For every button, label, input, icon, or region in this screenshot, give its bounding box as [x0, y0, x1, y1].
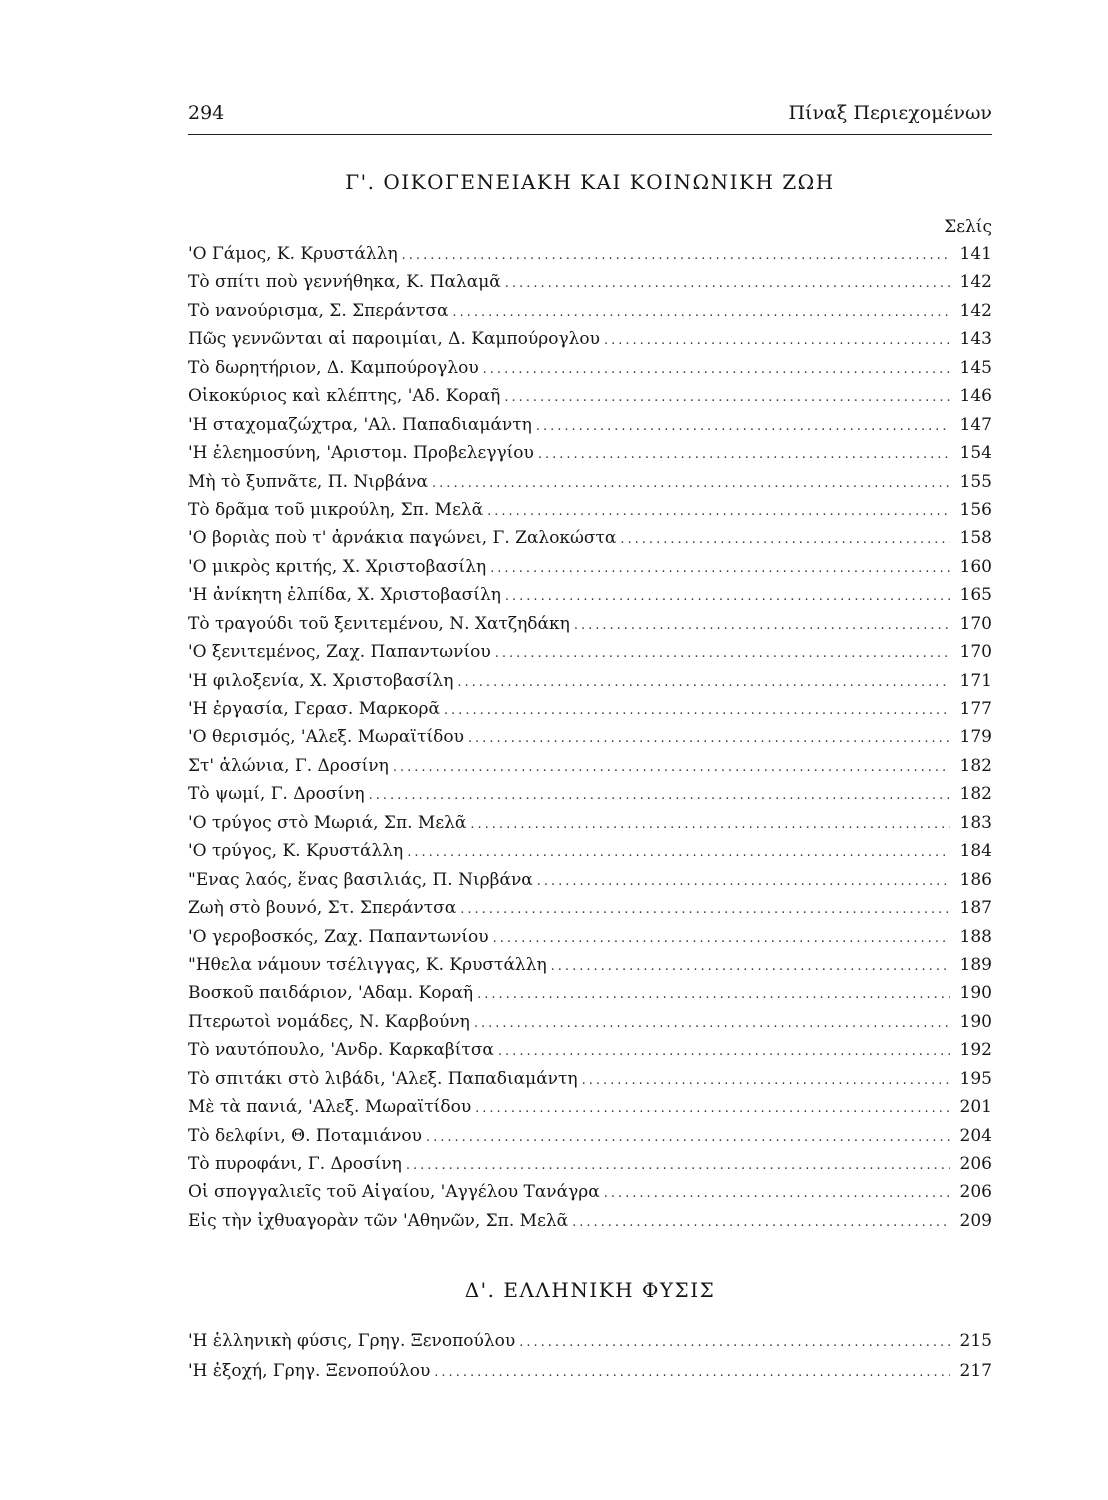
toc-entry	[188, 955, 992, 983]
toc-entry	[188, 557, 992, 585]
toc-entry-page: 201	[959, 1097, 992, 1118]
toc-entry-title: Τὸ δωρητήριον, Δ. Καμπούρογλου	[188, 357, 479, 378]
toc-entry	[188, 671, 992, 699]
toc-entry-title: Τὸ τραγούδι τοῦ ξενιτεμένου, Ν. Χατζηδάκη	[188, 613, 570, 634]
toc-entry-title: Βοσκοῦ παιδάριον, 'Αδαμ. Κοραῆ	[188, 983, 474, 1004]
leader-dots	[538, 447, 950, 462]
toc-entry-page: 188	[959, 926, 992, 947]
leader-dots	[498, 1044, 950, 1059]
page-number: 294	[188, 102, 225, 124]
toc-entry	[188, 358, 992, 386]
leader-dots	[426, 1130, 950, 1145]
toc-entry-page: 143	[959, 329, 992, 350]
toc-entry	[188, 1069, 992, 1097]
leader-dots	[369, 788, 950, 803]
toc-entry	[188, 472, 992, 500]
toc-entry	[188, 813, 992, 841]
toc-entry	[188, 443, 992, 471]
toc-entry-title: 'Ο θερισμός, 'Αλεξ. Μωραϊτίδου	[188, 727, 464, 748]
toc-entry-page: 206	[959, 1182, 992, 1203]
toc-entry-page: 186	[959, 869, 992, 890]
toc-entry-page: 146	[959, 386, 992, 407]
toc-entry-page: 189	[959, 954, 992, 975]
toc-entry	[188, 301, 992, 329]
toc-entry-page: 142	[959, 300, 992, 321]
toc-entry	[188, 614, 992, 642]
leader-dots	[475, 1101, 950, 1116]
toc-entry	[188, 1182, 992, 1210]
leader-dots	[483, 362, 950, 377]
leader-dots	[393, 760, 950, 775]
toc-entry	[188, 1211, 992, 1239]
leader-dots	[504, 390, 950, 405]
toc-entry-title: 'Η ἑλληνικὴ φύσις, Γρηγ. Ξενοπούλου	[188, 1331, 516, 1351]
toc-entry	[188, 528, 992, 556]
toc-entry-title: 'Ο μικρὸς κριτής, Χ. Χριστοβασίλη	[188, 556, 487, 577]
leader-dots	[505, 276, 950, 291]
running-title: Πίναξ Περιεχομένων	[788, 102, 992, 124]
leader-dots	[434, 1365, 950, 1380]
toc-entry-title: 'Η ἐργασία, Γερασ. Μαρκορᾶ	[188, 699, 440, 719]
leader-dots	[460, 902, 950, 917]
toc-entry-title: Τὸ νανούρισμα, Σ. Σπεράντσα	[188, 300, 449, 321]
toc-entry-title: Τὸ σπίτι ποὺ γεννήθηκα, Κ. Παλαμᾶ	[188, 272, 501, 293]
toc-entry	[188, 1361, 992, 1391]
toc-entry-title: 'Η ἐλεημοσύνη, 'Αριστομ. Προβελεγγίου	[188, 443, 534, 464]
toc-entry	[188, 727, 992, 755]
toc-entry-page: 156	[959, 499, 992, 520]
toc-entry-page: 192	[959, 1040, 992, 1061]
toc-entry	[188, 329, 992, 357]
toc-entry-title: Εἰς τὴν ἰχθυαγορὰν τῶν 'Αθηνῶν, Σπ. Μελᾶ	[188, 1210, 569, 1231]
toc-entry-title: 'Ο τρύγος, Κ. Κρυστάλλη	[188, 841, 404, 862]
toc-entry-page: 184	[959, 841, 992, 862]
toc-entry	[188, 415, 992, 443]
leader-dots	[468, 731, 950, 746]
toc-entry	[188, 983, 992, 1011]
toc-entry-page: 190	[959, 983, 992, 1004]
leader-dots	[490, 561, 950, 576]
toc-entry-title: 'Η ἐξοχή, Γρηγ. Ξενοπούλου	[188, 1361, 431, 1381]
toc-entry	[188, 1012, 992, 1040]
leader-dots	[487, 504, 950, 519]
leader-dots	[406, 1158, 950, 1173]
toc-entry-page: 209	[959, 1210, 992, 1231]
toc-entry-title: Τὸ σπιτάκι στὸ λιβάδι, 'Αλεξ. Παπαδιαμάντη	[188, 1068, 578, 1089]
toc-entry-title: 'Ο Γάμος, Κ. Κρυστάλλη	[188, 244, 398, 264]
toc-entry	[188, 1331, 992, 1361]
toc-entry-page: 195	[959, 1068, 992, 1089]
toc-entry-page: 165	[959, 585, 992, 606]
toc-entry-page: 187	[959, 898, 992, 919]
toc-entry-page: 155	[959, 471, 992, 492]
toc-entry-title: "Ηθελα νάμουν τσέλιγγας, Κ. Κρυστάλλη	[188, 954, 547, 975]
toc-entry	[188, 386, 992, 414]
toc-entry	[188, 841, 992, 869]
leader-dots	[495, 646, 950, 661]
leader-dots	[474, 1016, 950, 1031]
leader-dots	[470, 817, 950, 832]
toc-entry-page: 206	[959, 1154, 992, 1174]
toc-entry	[188, 1126, 992, 1154]
toc-entry-page: 145	[959, 357, 992, 378]
toc-entry-page: 171	[959, 670, 992, 691]
leader-dots	[604, 1186, 950, 1201]
toc-entry-title: Οἰκοκύριος καὶ κλέπτης, 'Αδ. Κοραῆ	[188, 386, 501, 407]
toc-entry-title: "Ενας λαός, ἕνας βασιλιάς, Π. Νιρβάνα	[188, 869, 533, 890]
leader-dots	[493, 931, 950, 946]
toc-list-g	[188, 244, 992, 1239]
toc-entry	[188, 898, 992, 926]
toc-entry-page: 170	[959, 613, 992, 634]
toc-entry-title: Μὴ τὸ ξυπνᾶτε, Π. Νιρβάνα	[188, 471, 429, 492]
toc-entry-page: 217	[959, 1361, 992, 1381]
leader-dots	[536, 419, 950, 434]
toc-entry	[188, 244, 992, 272]
toc-entry-page: 170	[959, 642, 992, 663]
toc-entry	[188, 756, 992, 784]
leader-dots	[572, 1215, 950, 1230]
leader-dots	[604, 333, 950, 348]
toc-entry-title: 'Η ἀνίκητη ἐλπίδα, Χ. Χριστοβασίλη	[188, 585, 501, 606]
toc-entry-page: 142	[959, 272, 992, 293]
toc-entry-page: 141	[959, 244, 992, 264]
toc-list-d	[188, 1331, 992, 1391]
leader-dots	[620, 532, 950, 547]
leader-dots	[505, 589, 950, 604]
toc-entry-page: 182	[959, 755, 992, 776]
toc-entry-title: 'Ο γεροβοσκός, Ζαχ. Παπαντωνίου	[188, 926, 489, 947]
toc-entry-title: 'Ο βοριὰς ποὺ τ' ἀρνάκια παγώνει, Γ. Ζαλοκώστα	[188, 528, 617, 549]
leader-dots	[457, 675, 950, 690]
leader-dots	[551, 959, 950, 974]
toc-entry-title: Πτερωτοὶ νομάδες, Ν. Καρβούνη	[188, 1011, 470, 1032]
leader-dots	[519, 1335, 950, 1350]
toc-entry	[188, 642, 992, 670]
toc-entry	[188, 784, 992, 812]
toc-entry	[188, 870, 992, 898]
toc-entry-title: 'Ο ξενιτεμένος, Ζαχ. Παπαντωνίου	[188, 642, 491, 663]
toc-entry-title: Τὸ ναυτόπουλο, 'Ανδρ. Καρκαβίτσα	[188, 1040, 494, 1061]
leader-dots	[452, 305, 950, 320]
toc-entry-page: 204	[959, 1125, 992, 1146]
section-title-g: Γ'. ΟΙΚΟΓΕΝΕΙΑΚΗ ΚΑΙ ΚΟΙΝΩΝΙΚΗ ΖΩΗ	[345, 170, 835, 194]
toc-entry-title: Πῶς γεννῶνται αἱ παροιμίαι, Δ. Καμπούρογλου	[188, 329, 600, 350]
toc-entry	[188, 699, 992, 727]
toc-entry	[188, 1097, 992, 1125]
toc-entry-page: 147	[959, 414, 992, 435]
toc-entry	[188, 1154, 992, 1182]
leader-dots	[582, 1073, 950, 1088]
toc-entry-page: 160	[959, 556, 992, 577]
toc-entry-page: 179	[959, 727, 992, 748]
toc-entry-title: Τὸ δρᾶμα τοῦ μικρούλη, Σπ. Μελᾶ	[188, 499, 484, 520]
toc-entry-title: Τὸ ψωμί, Γ. Δροσίνη	[188, 784, 365, 805]
leader-dots	[407, 845, 950, 860]
toc-entry-title: Μὲ τὰ πανιά, 'Αλεξ. Μωραϊτίδου	[188, 1097, 472, 1118]
leader-dots	[444, 703, 950, 718]
leader-dots	[402, 248, 950, 263]
toc-entry-title: 'Ο τρύγος στὸ Μωριά, Σπ. Μελᾶ	[188, 812, 467, 833]
toc-entry-title: Οἱ σπογγαλιεῖς τοῦ Αἰγαίου, 'Αγγέλου Τανάγρα	[188, 1182, 600, 1203]
toc-entry-title: Τὸ πυροφάνι, Γ. Δροσίνη	[188, 1154, 402, 1174]
toc-entry	[188, 500, 992, 528]
toc-entry-page: 158	[959, 528, 992, 549]
toc-entry	[188, 1040, 992, 1068]
toc-entry-page: 215	[959, 1331, 992, 1351]
toc-entry	[188, 585, 992, 613]
toc-entry-title: Στ' ἁλώνια, Γ. Δροσίνη	[188, 755, 389, 776]
page-column-label: Σελίς	[944, 217, 992, 237]
toc-entry-page: 182	[959, 784, 992, 805]
leader-dots	[537, 874, 950, 889]
toc-entry-page: 154	[959, 443, 992, 464]
leader-dots	[477, 987, 950, 1002]
toc-entry-title: 'Η σταχομαζώχτρα, 'Αλ. Παπαδιαμάντη	[188, 414, 532, 435]
toc-entry-page: 177	[959, 699, 992, 719]
section-title-d: Δ'. ΕΛΛΗΝΙΚΗ ΦΥΣΙΣ	[464, 1278, 716, 1302]
toc-entry-page: 183	[959, 812, 992, 833]
toc-entry-title: Ζωὴ στὸ βουνό, Στ. Σπεράντσα	[188, 898, 457, 919]
toc-entry-title: Τὸ δελφίνι, Θ. Ποταμιάνου	[188, 1125, 422, 1146]
leader-dots	[432, 476, 950, 491]
toc-entry-title: 'Η φιλοξενία, Χ. Χριστοβασίλη	[188, 670, 454, 691]
toc-entry	[188, 272, 992, 300]
leader-dots	[574, 618, 950, 633]
page-header	[188, 100, 992, 135]
toc-entry	[188, 927, 992, 955]
toc-entry-page: 190	[959, 1011, 992, 1032]
